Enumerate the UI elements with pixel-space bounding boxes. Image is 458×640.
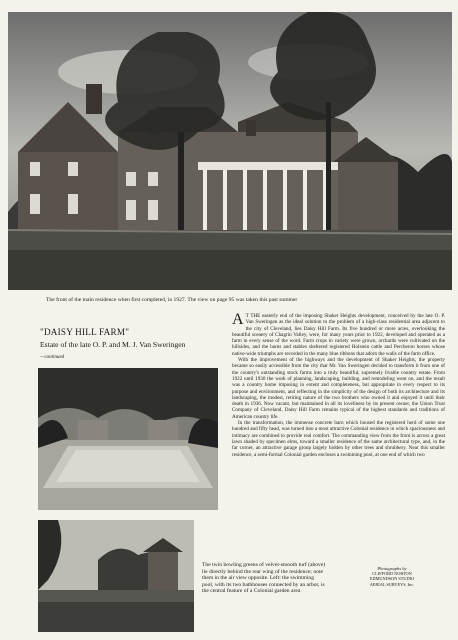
credit-line: CLIFFORD NORTON: [372, 571, 412, 577]
body-paragraph: With the improvement of the highways and the development of Shaker Heights, the property became so easily accessible from the city that Mr. Van Sweringen decided to transform it from one of the country's outstanding stock farms into a truly beautiful, supremely livable country estate. From 1922 until 1930 the work of planning, landscaping, building, and remodeling went on, and the result was a country home imposing in extent and completeness, but appropriate in every respect to its purpose and environment, and reflecting in the simplicity of the design of both its architecture and its landscaping, the modest, retiring nature of the two brothers who owned it and enjoyed it until their death in 1936. Now vacant, but maintained in all its loveliness by its present owner, the Union Trust Company of Cleveland, Daisy Hill Farm remains typical of the highest standards and traditions of American country life.: [232, 357, 445, 420]
pool-illustration: [38, 368, 218, 510]
paragraph-text: T THE easterly end of the imposing Shaker Heights development, conceived by the late O. P. Van Sweringen as the ideal solution to the problem of a high-class residential area adjacent to the city of Cleveland, lies Daisy Hill Farm. Its five hundred or more acres, overlooking the beautiful scenery of Chagrin Valley, were, for many years prior to 1922, developed and operated as a farm in every sense of the word. Farm crops in variety were grown, orchards were cultivated on the hillsides, and the barns and stables sheltered registered Holstein cattle and Percheron horses whose native-wide triumphs are recorded in the many blue ribbons that adorn the walls of the farm office.: [232, 313, 445, 357]
residence-illustration: [8, 12, 452, 290]
bowling-green-photo: [38, 520, 194, 632]
drop-cap: A: [232, 311, 244, 328]
body-paragraph: In the transformation, the immense concrete barn which housed the registered herd of some one hundred and fifty head, was turned into a most attractive Colonial residence in which spaciousness and intimacy are combined to provide real comfort. The commanding view from the front is across a great lawn shaded by specimen elms, toward a smaller residence of the same architectural type, and, in the far corner, an attractive garage group largely hidden by other trees and shrubbery. Near this smaller residence, a semi-formal Colonial garden encloses a swimming pool, at one end of which two: [232, 420, 445, 458]
credit-line: AERIAL SURVEYS, Inc.: [369, 581, 415, 587]
photo-credits: [352, 566, 432, 587]
credits-heading: Photographs by: [377, 566, 407, 571]
body-paragraph: [232, 313, 445, 357]
article-title: "DAISY HILL FARM": [40, 327, 130, 337]
hero-photo: [8, 12, 452, 290]
pool-photo: [38, 368, 218, 510]
bowling-caption: The twin bowling greens of velvet-smooth turf (above) lie directly behind the rear wing of the residence; note them in the air view opposite. Left: the swimming pool, with its two bathhouses connected by an arbor, is the central feature of a Colonial garden area: [202, 562, 326, 595]
continued-label: —continued: [40, 355, 65, 360]
article-subtitle: Estate of the late O. P. and M. J. Van Sweringen: [40, 340, 186, 349]
bowling-illustration: [38, 520, 194, 632]
hero-caption: The front of the main residence when first completed, in 1927. The view on page 95 was taken this past summer: [46, 297, 298, 303]
article-body: [232, 313, 445, 458]
credit-line: EDMUNDSON STUDIO: [369, 576, 415, 582]
